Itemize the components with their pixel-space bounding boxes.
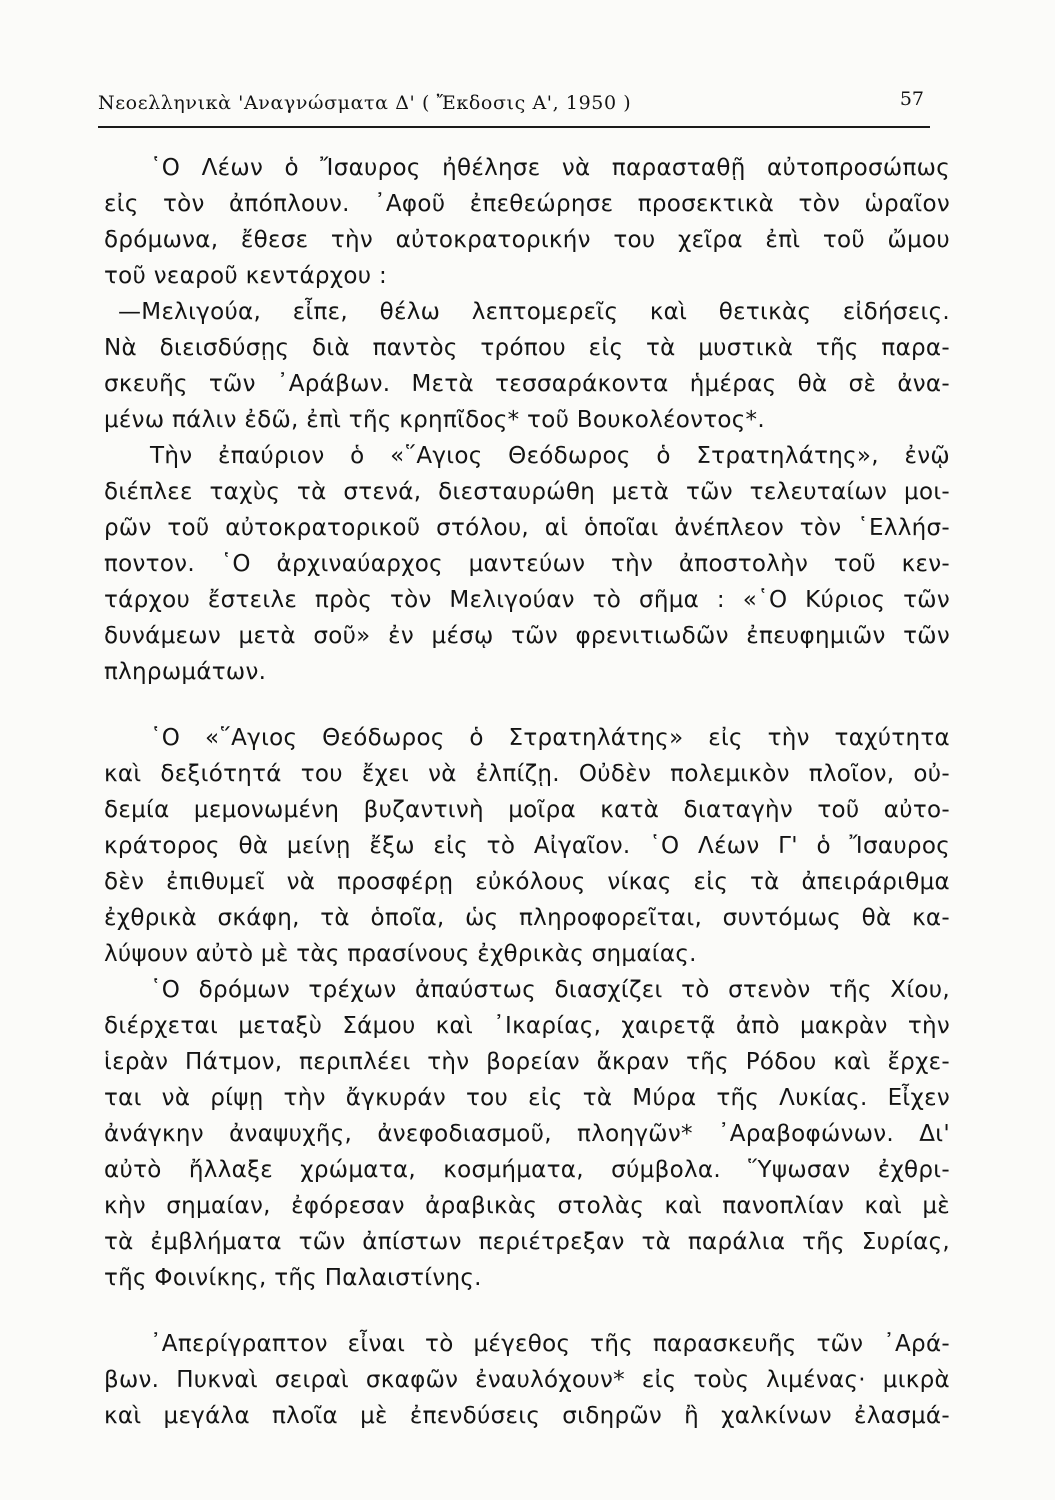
text-line: τάρχου ἔστειλε πρὸς τὸν Μελιγούαν τὸ σῆμα : «῾Ο Κύριος τῶν <box>104 587 950 613</box>
text-line: αὐτὸ ἤλλαξε χρώματα, κοσμήματα, σύμβολα. Ὕψωσαν ἐχθρι- <box>104 1157 950 1183</box>
text-line: —Μελιγούα, εἶπε, θέλω λεπτομερεῖς καὶ θετικὰς εἰδήσεις. <box>118 299 950 325</box>
text-line: βων. Πυκναὶ σειραὶ σκαφῶν ἐναυλόχουν* εἰς τοὺς λιμένας· μικρὰ <box>104 1367 950 1393</box>
page-number: 57 <box>899 88 924 110</box>
paragraph-gap <box>104 1296 950 1326</box>
text-line: ᾿Απερίγραπτον εἶναι τὸ μέγεθος τῆς παρασκευῆς τῶν ᾿Αρά- <box>150 1331 950 1357</box>
text-line: δυνάμεων μετὰ σοῦ» ἐν μέσῳ τῶν φρενιτιωδῶν ἐπευφημιῶν τῶν <box>104 623 950 649</box>
text-line: λύψουν αὐτὸ μὲ τὰς πρασίνους ἐχθρικὰς σημαίας. <box>104 941 697 967</box>
text-line: διέρχεται μεταξὺ Σάμου καὶ ᾿Ικαρίας, χαιρετᾷ ἀπὸ μακρὰν τὴν <box>104 1013 950 1039</box>
text-line: τοῦ νεαροῦ κεντάρχου : <box>104 263 388 289</box>
text-line: ἀνάγκην ἀναψυχῆς, ἀνεφοδιασμοῦ, πλοηγῶν* ᾿Αραβοφώνων. Δι' <box>104 1121 950 1147</box>
text-line: ῾Ο Λέων ὁ Ἴσαυρος ἠθέλησε νὰ παρασταθῇ αὐτοπροσώπως <box>150 155 950 181</box>
text-line: μένω πάλιν ἐδῶ, ἐπὶ τῆς κρηπῖδος* τοῦ Βουκολέοντος*. <box>104 407 765 433</box>
text-line: ρῶν τοῦ αὐτοκρατορικοῦ στόλου, αἱ ὁποῖαι ἀνέπλεον τὸν ῾Ελλήσ- <box>104 515 950 541</box>
running-title: Νεοελληνικὰ 'Αναγνώσματα Δ' ( Ἔκδοσις Α', 1950 ) <box>98 92 632 114</box>
text-line: ῾Ο «῞Αγιος Θεόδωρος ὁ Στρατηλάτης» εἰς τὴν ταχύτητα <box>150 725 950 751</box>
text-line: τῆς Φοινίκης, τῆς Παλαιστίνης. <box>104 1265 482 1291</box>
text-line: σκευῆς τῶν ᾿Αράβων. Μετὰ τεσσαράκοντα ἡμέρας θὰ σὲ ἀνα- <box>104 371 950 397</box>
text-line: δρόμωνα, ἔθεσε τὴν αὐτοκρατορικήν του χεῖρα ἐπὶ τοῦ ὤμου <box>104 227 950 253</box>
paragraph-gap <box>104 690 950 720</box>
text-line: εἰς τὸν ἀπόπλουν. ᾿Αφοῦ ἐπεθεώρησε προσεκτικὰ τὸν ὡραῖον <box>104 191 950 217</box>
text-line: διέπλεε ταχὺς τὰ στενά, διεσταυρώθη μετὰ τῶν τελευταίων μοι- <box>104 479 950 505</box>
text-line: κὴν σημαίαν, ἐφόρεσαν ἀραβικὰς στολὰς καὶ πανοπλίαν καὶ μὲ <box>104 1193 950 1219</box>
text-line: τὰ ἐμβλήματα τῶν ἀπίστων περιέτρεξαν τὰ παράλια τῆς Συρίας, <box>104 1229 950 1255</box>
text-line: καὶ μεγάλα πλοῖα μὲ ἐπενδύσεις σιδηρῶν ἢ χαλκίνων ἐλασμά- <box>104 1403 950 1429</box>
text-line: καὶ δεξιότητά του ἔχει νὰ ἐλπίζῃ. Οὐδὲν πολεμικὸν πλοῖον, οὐ- <box>104 761 950 787</box>
text-line: Τὴν ἐπαύριον ὁ «῞Αγιος Θεόδωρος ὁ Στρατηλάτης», ἐνῷ <box>150 443 950 469</box>
running-header <box>98 88 928 122</box>
text-line: ται νὰ ρίψῃ τὴν ἄγκυράν του εἰς τὰ Μύρα τῆς Λυκίας. Εἶχεν <box>104 1085 950 1111</box>
text-line: πληρωμάτων. <box>104 659 267 685</box>
header-rule <box>98 126 930 128</box>
body-text <box>104 150 950 1434</box>
text-line: κράτορος θὰ μείνῃ ἔξω εἰς τὸ Αἰγαῖον. ῾Ο Λέων Γ' ὁ Ἴσαυρος <box>104 833 950 859</box>
text-line: δὲν ἐπιθυμεῖ νὰ προσφέρῃ εὐκόλους νίκας εἰς τὰ ἀπειράριθμα <box>104 869 950 895</box>
text-line: ποντον. ῾Ο ἀρχιναύαρχος μαντεύων τὴν ἀποστολὴν τοῦ κεν- <box>104 551 950 577</box>
text-line: ῾Ο δρόμων τρέχων ἀπαύστως διασχίζει τὸ στενὸν τῆς Χίου, <box>150 977 950 1003</box>
text-line: ἱερὰν Πάτμον, περιπλέει τὴν βορείαν ἄκραν τῆς Ρόδου καὶ ἔρχε- <box>104 1049 950 1075</box>
text-line: ἐχθρικὰ σκάφη, τὰ ὁποῖα, ὡς πληροφορεῖται, συντόμως θὰ κα- <box>104 905 950 931</box>
text-line: Νὰ διεισδύσῃς διὰ παντὸς τρόπου εἰς τὰ μυστικὰ τῆς παρα- <box>104 335 950 361</box>
text-line: δεμία μεμονωμένη βυζαντινὴ μοῖρα κατὰ διαταγὴν τοῦ αὐτο- <box>104 797 950 823</box>
